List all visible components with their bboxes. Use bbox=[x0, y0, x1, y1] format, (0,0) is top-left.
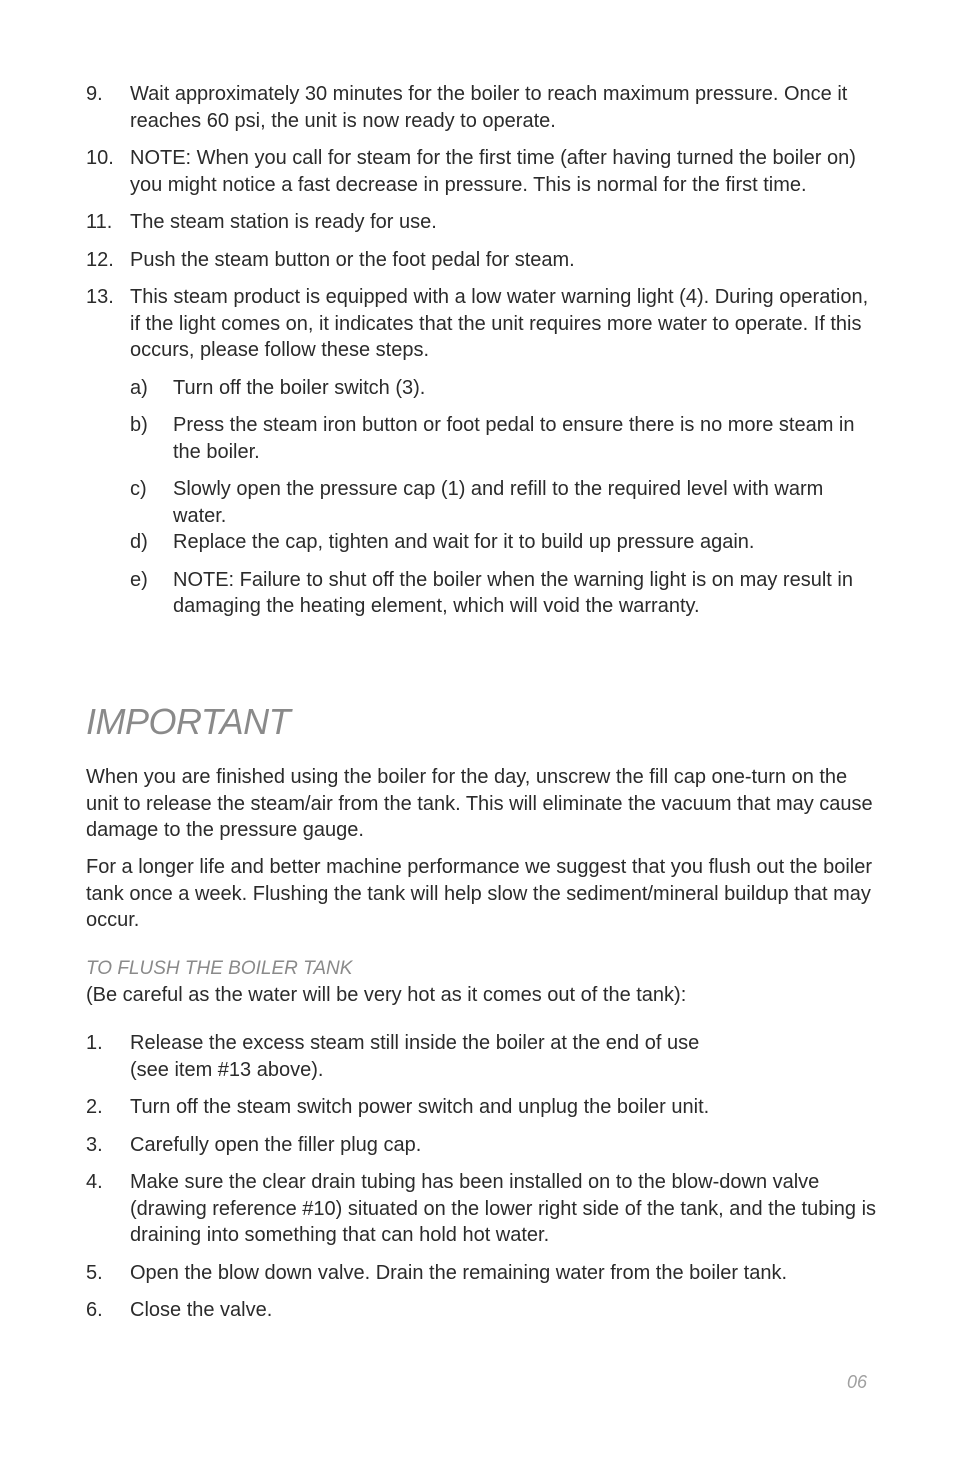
step-text-continued: (see item #13 above). bbox=[130, 1058, 324, 1081]
steps-list-top bbox=[86, 81, 876, 620]
step-number: 13. bbox=[86, 286, 114, 308]
list-item bbox=[130, 567, 876, 620]
step-number: 9. bbox=[86, 83, 103, 105]
step-number: 11. bbox=[86, 211, 113, 233]
substep-text: NOTE: Failure to shut off the boiler when the warning light is on may result in damaging the heating element, which will void the warranty. bbox=[173, 568, 853, 617]
substep-letter: d) bbox=[130, 531, 148, 553]
substep-letter: a) bbox=[130, 376, 148, 399]
important-heading: IMPORTANT bbox=[86, 701, 291, 742]
step-number: 6. bbox=[86, 1299, 103, 1321]
substep-text: Replace the cap, tighten and wait for it to build up pressure again. bbox=[173, 531, 755, 553]
substep-letter: c) bbox=[130, 478, 147, 500]
important-paragraph-1: When you are finished using the boiler for the day, unscrew the fill cap one-turn on the unit to release the steam/air from the tank. This will eliminate the vacuum that may cause damage to the pressure gauge. bbox=[86, 766, 873, 841]
step-number: 5. bbox=[86, 1261, 103, 1284]
flush-caution: (Be careful as the water will be very hot as it comes out of the tank): bbox=[86, 984, 687, 1006]
substep-text: Turn off the boiler switch (3). bbox=[173, 376, 426, 399]
step-number: 4. bbox=[86, 1171, 103, 1193]
list-item bbox=[86, 284, 876, 364]
list-item bbox=[130, 412, 876, 465]
list-item bbox=[86, 1030, 876, 1083]
list-item bbox=[86, 1094, 876, 1121]
list-item bbox=[86, 1132, 876, 1159]
flush-subheading: TO FLUSH THE BOILER TANK bbox=[86, 958, 353, 979]
important-paragraph-2: For a longer life and better machine performance we suggest that you flush out the boiler tank once a week. Flushing the tank will help slow the sediment/mineral buildup that may occur. bbox=[86, 856, 873, 931]
list-item bbox=[86, 247, 876, 274]
step-text: Wait approximately 30 minutes for the boiler to reach maximum pressure. Once it reaches 60 psi, the unit is now ready to operate. bbox=[130, 83, 848, 132]
step-text: Release the excess steam still inside the boiler at the end of use bbox=[130, 1032, 700, 1054]
step-number: 12. bbox=[86, 248, 114, 271]
list-item bbox=[130, 529, 876, 556]
step-number: 3. bbox=[86, 1133, 103, 1156]
flush-steps-list bbox=[86, 1030, 876, 1324]
list-item bbox=[86, 145, 876, 198]
list-item bbox=[86, 1297, 876, 1324]
step-text: Turn off the steam switch power switch and unplug the boiler unit. bbox=[130, 1096, 710, 1118]
substep-letter: b) bbox=[130, 414, 148, 436]
step-text: Make sure the clear drain tubing has been installed on to the blow-down valve (drawing reference #10) situated on the lower right side of the tank, and the tubing is draining into something that can hold hot water. bbox=[130, 1171, 877, 1246]
step-text: NOTE: When you call for steam for the first time (after having turned the boiler on) you might notice a fast decrease in pressure. This is normal for the first time. bbox=[130, 147, 856, 196]
step-text: Open the blow down valve. Drain the remaining water from the boiler tank. bbox=[130, 1261, 788, 1284]
list-item bbox=[130, 375, 876, 402]
step-text: Carefully open the filler plug cap. bbox=[130, 1133, 422, 1156]
list-item bbox=[86, 1169, 876, 1249]
page-number: 06 bbox=[846, 1372, 867, 1392]
list-item bbox=[86, 81, 876, 134]
step-text: Close the valve. bbox=[130, 1299, 273, 1321]
list-item bbox=[86, 1260, 876, 1287]
substep-text: Slowly open the pressure cap (1) and refill to the required level with warm water. bbox=[173, 478, 824, 527]
substep-text: Press the steam iron button or foot pedal to ensure there is no more steam in the boiler. bbox=[173, 414, 855, 463]
step-text: The steam station is ready for use. bbox=[130, 211, 437, 233]
step-text: Push the steam button or the foot pedal for steam. bbox=[130, 248, 575, 271]
step-text: This steam product is equipped with a low water warning light (4). During operation, if the light comes on, it indicates that the unit requires more water to operate. If this occurs, please follow these steps. bbox=[130, 286, 869, 361]
step-number: 10. bbox=[86, 147, 114, 169]
step-number: 2. bbox=[86, 1096, 103, 1118]
substeps-list bbox=[86, 375, 876, 620]
step-number: 1. bbox=[86, 1032, 103, 1054]
substep-letter: e) bbox=[130, 568, 148, 591]
list-item bbox=[86, 209, 876, 236]
list-item bbox=[130, 476, 876, 529]
